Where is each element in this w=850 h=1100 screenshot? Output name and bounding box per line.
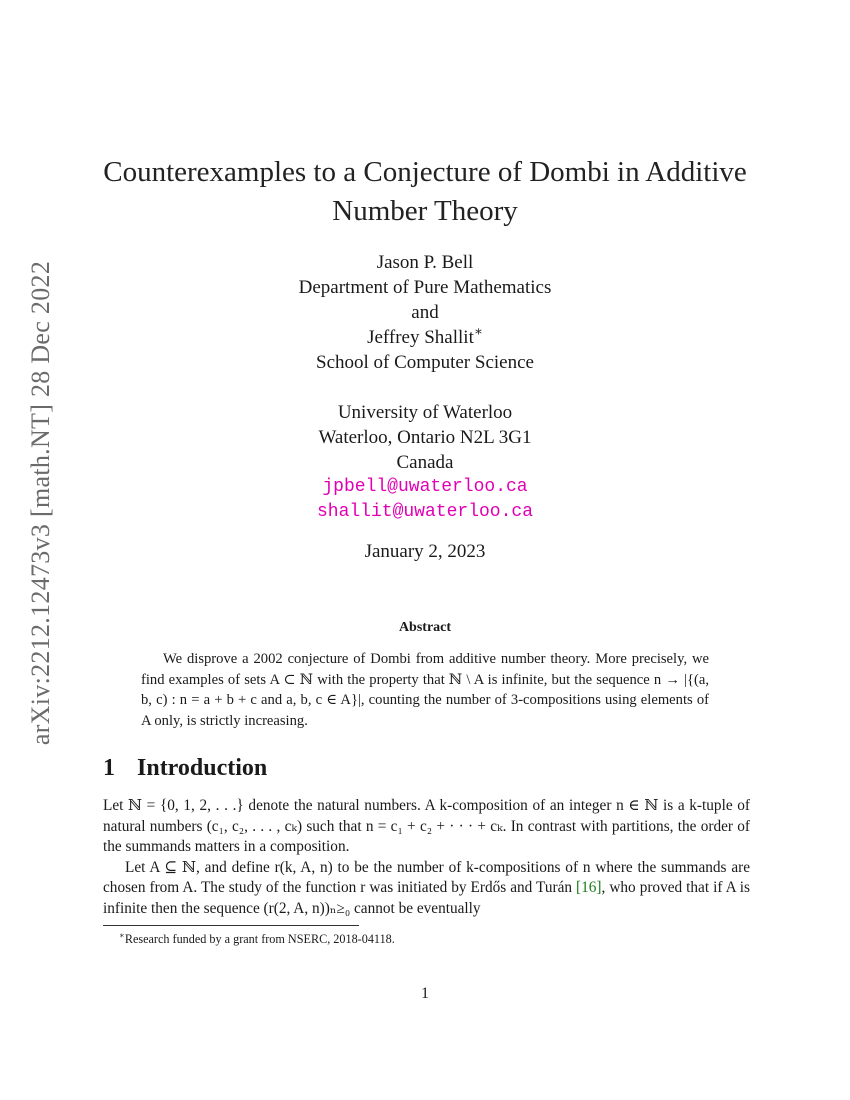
footnote-rule [103, 925, 359, 926]
paragraph-2-start: Let A ⊆ ℕ, and define r(k, A, n) to be the number of k-compositions of n where the summands are chosen from A. The study of the function r was initiated by Erdős and Turán [103, 858, 750, 897]
arxiv-id: arXiv:2212.12473v3 [math.NT] 28 Dec 2022 [26, 260, 55, 746]
section-title: Introduction [137, 755, 268, 781]
paper-date: January 2, 2023 [364, 541, 486, 562]
abstract-heading: Abstract [398, 620, 452, 635]
university: University of Waterloo [337, 402, 513, 423]
footnote-mark[interactable]: ∗ [473, 323, 483, 339]
title-line-2: Number Theory [332, 195, 518, 227]
dept-1: Department of Pure Mathematics [298, 277, 552, 298]
author-1: Jason P. Bell [376, 252, 474, 273]
paragraph-1: Let ℕ = {0, 1, 2, . . .} denote the natural numbers. A k-composition of an integer n ∈ ℕ is a k-tuple of natural numbers (c₁, c₂, . . . , cₖ) such that n = c₁ + c₂ + · · · + cₖ. In contrast with partitions, the order of the summands matters in a composition. [103, 797, 750, 856]
paragraph-2-end: , who proved that if A is infinite then the sequence (r(2, A, n))ₙ≥₀ cannot be eventually [103, 879, 750, 917]
author-2: Jeffrey Shallit [367, 327, 474, 348]
email-link-1[interactable]: jpbell@uwaterloo.ca [322, 477, 528, 497]
section-heading [103, 752, 267, 784]
paper-title [90, 153, 760, 231]
paragraph-2 [103, 858, 750, 920]
abstract [141, 649, 709, 731]
author-2-line [200, 325, 650, 350]
body-text [103, 796, 750, 920]
email-link-2[interactable]: shallit@uwaterloo.ca [316, 502, 534, 522]
country: Canada [396, 452, 454, 473]
arxiv-stamp [6, 244, 76, 762]
page-number: 1 [421, 985, 429, 1002]
and-separator: and [411, 302, 439, 323]
footnote-text: Research funded by a grant from NSERC, 2018-04118. [124, 932, 395, 946]
footnote [119, 931, 395, 947]
abstract-text: We disprove a 2002 conjecture of Dombi from additive number theory. More precisely, we find examples of sets A ⊂ ℕ with the property that ℕ \ A is infinite, but the sequence n → |{(a, b, c) : n = a + b + c and a, b, c ∈ A}|, counting the number of 3-compositions using elements of A only, is strictly increasing. [141, 651, 709, 729]
section-number: 1 [103, 755, 115, 781]
footnote-marker: ∗ [119, 929, 125, 940]
city: Waterloo, Ontario N2L 3G1 [318, 427, 532, 448]
author-block [200, 250, 650, 564]
citation-link[interactable]: [16] [576, 879, 602, 897]
dept-2: School of Computer Science [316, 352, 534, 373]
title-line-1: Counterexamples to a Conjecture of Dombi in Additive [103, 156, 747, 188]
